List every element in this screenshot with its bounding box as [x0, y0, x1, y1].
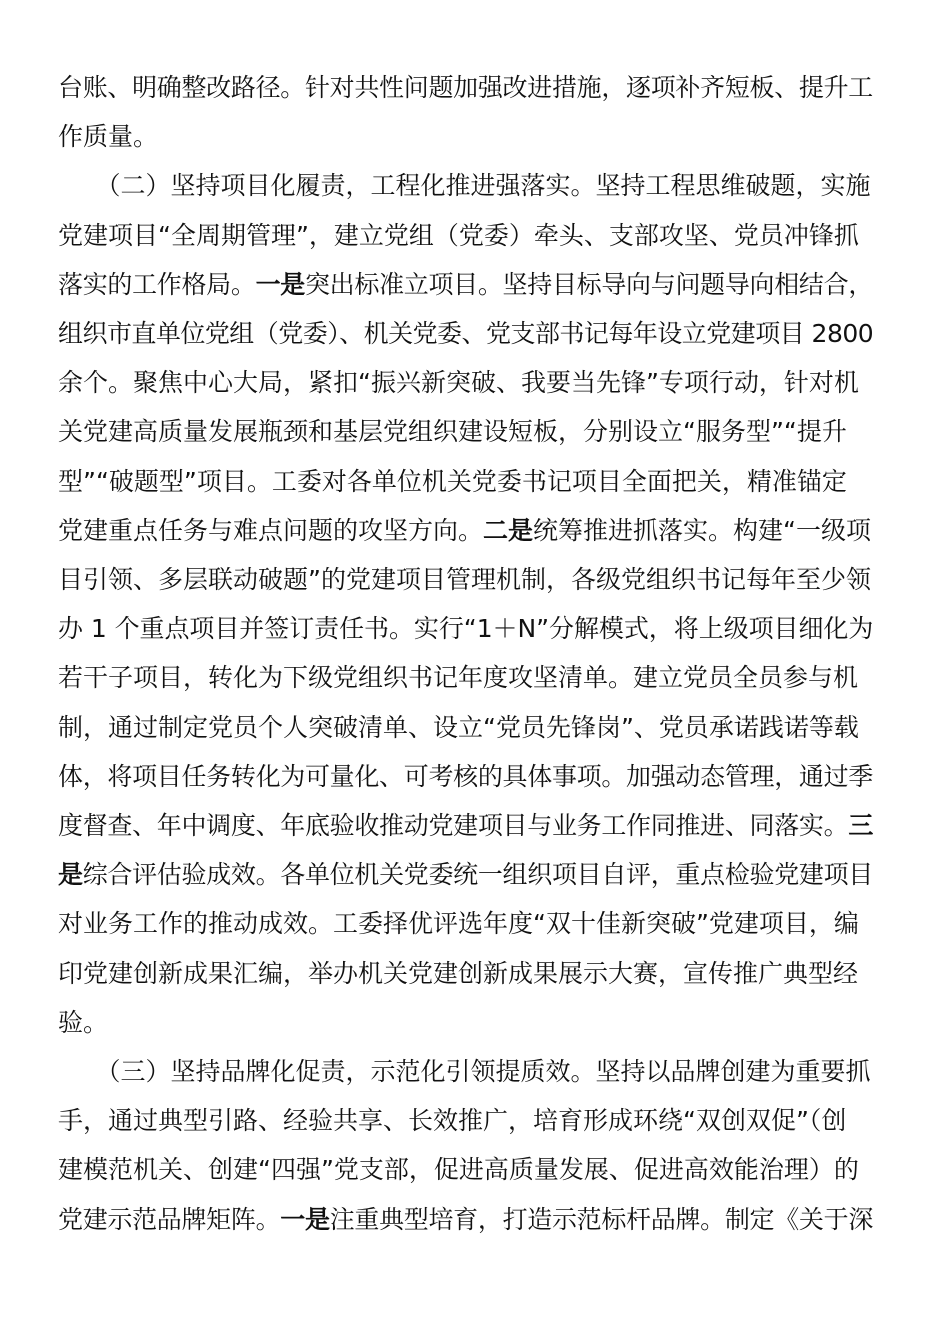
text-segment: 余个。聚焦中心大局，紧扣“振兴新突破、我要当先锋”专项行动，针对机 — [58, 368, 859, 398]
text-line — [58, 899, 859, 949]
text-segment: （二）坚持项目化履责，工程化推进强落实。坚持工程思维破题，实施 — [58, 171, 871, 201]
text-segment: 建模范机关、创建“四强”党支部，促进高质量发展、促进高效能治理）的 — [58, 1155, 859, 1185]
text-segment: 党建项目“全周期管理”，建立党组（党委）牵头、支部攻坚、党员冲锋抓 — [58, 220, 859, 250]
text-segment: 验。 — [58, 1007, 109, 1037]
text-line — [58, 555, 871, 605]
bold-ordinal: 三 — [848, 811, 874, 840]
text-line — [58, 703, 859, 753]
text-segment: 制，通过制定党员个人突破清单、设立“党员先锋岗”、党员承诺践诺等载 — [58, 712, 859, 742]
text-line — [58, 1096, 846, 1146]
text-segment: 若干子项目，转化为下级党组织书记年度攻坚清单。建立党员全员参与机 — [58, 663, 859, 693]
text-line — [58, 63, 873, 113]
text-line — [58, 358, 859, 408]
text-line — [58, 998, 108, 1048]
bold-ordinal: 一是 — [255, 269, 305, 299]
text-line — [58, 506, 871, 556]
text-segment: 体，将项目任务转化为可量化、可考核的具体事项。加强动态管理，通过季 — [58, 761, 874, 791]
text-segment: 统筹推进抓落实。构建“一级项 — [533, 515, 871, 545]
text-segment: 综合评估验成效。各单位机关党委统一组织项目自评，重点检验党建项目 — [82, 860, 874, 890]
text-segment: 组织市直单位党组（党委）、机关党委、党支部书记每年设立党建项目 2800 — [58, 319, 874, 348]
text-line — [58, 1047, 871, 1097]
text-line — [58, 850, 873, 900]
text-segment: 办 1 个重点项目并签订责任书。实行“1＋N”分解模式，将上级项目细化为 — [58, 614, 874, 644]
text-line — [58, 1145, 859, 1195]
text-line — [58, 407, 847, 457]
text-segment: 党建示范品牌矩阵。 — [58, 1204, 281, 1234]
text-line — [58, 1195, 873, 1245]
text-line — [58, 260, 873, 310]
text-segment: 度督查、年中调度、年底验收推动党建项目与业务工作同推进、同落实。 — [58, 811, 849, 840]
text-line — [58, 604, 873, 654]
text-segment: 作质量。 — [58, 122, 159, 152]
text-segment: 印党建创新成果汇编，举办机关党建创新成果展示大赛，宣传推广典型经 — [58, 958, 859, 988]
text-segment: 目引领、多层联动破题”的党建项目管理机制，各级党组织书记每年至少领 — [58, 565, 871, 594]
text-segment: 突出标准立项目。坚持目标导向与问题导向相结合， — [304, 269, 874, 299]
text-segment: 注重典型培育，打造示范标杆品牌。制定《关于深 — [329, 1204, 874, 1234]
text-segment: 落实的工作格局。 — [58, 269, 256, 299]
text-line — [58, 801, 873, 851]
text-line — [58, 211, 859, 261]
text-segment: 型”“破题型”项目。工委对各单位机关党委书记项目全面把关，精准锚定 — [58, 466, 847, 496]
text-segment: 台账、明确整改路径。针对共性问题加强改进措施，逐项补齐短板、提升工 — [58, 73, 874, 102]
text-line — [58, 112, 158, 162]
bold-ordinal: 二是 — [483, 515, 534, 545]
text-segment: 手，通过典型引路、经验共享、长效推广，培育形成环绕“双创双促”（创 — [58, 1106, 847, 1136]
bold-ordinal: 是 — [58, 860, 83, 890]
text-line — [58, 457, 847, 507]
text-line — [58, 752, 873, 802]
text-line — [58, 949, 858, 999]
text-line — [58, 161, 871, 211]
text-segment: 党建重点任务与难点问题的攻坚方向。 — [58, 515, 484, 545]
text-segment: 关党建高质量发展瓶颈和基层党组织建设短板，分别设立“服务型”“提升 — [58, 417, 847, 447]
bold-ordinal: 一是 — [280, 1204, 330, 1234]
text-line — [58, 653, 858, 703]
text-segment: 对业务工作的推动成效。工委择优评选年度“双十佳新突破”党建项目，编 — [58, 909, 859, 939]
text-segment: （三）坚持品牌化促责，示范化引领提质效。坚持以品牌创建为重要抓 — [58, 1057, 871, 1086]
text-line — [58, 309, 873, 359]
